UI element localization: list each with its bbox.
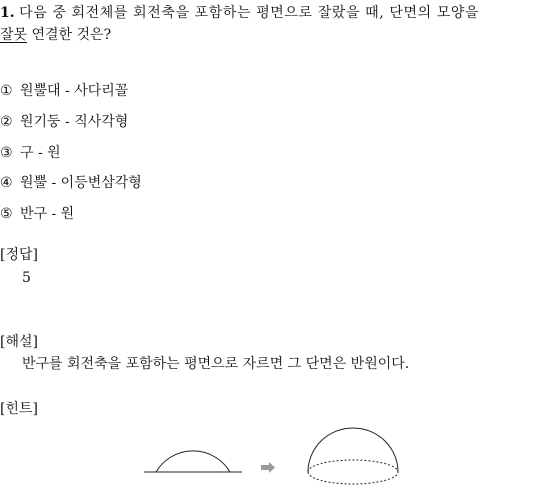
choice-5[interactable] (0, 203, 74, 223)
question-line-2 (0, 24, 111, 44)
question-number: 1. (0, 5, 15, 21)
answer-label: [정답] (0, 247, 38, 263)
choice-text: 반구 - 원 (20, 206, 75, 222)
explanation-text: 반구를 회전축을 포함하는 평면으로 자르면 그 단면은 반원이다. (22, 356, 410, 372)
choice-2[interactable] (0, 111, 128, 131)
choice-4[interactable] (0, 172, 142, 192)
question-text-line-2: 연결한 것은? (27, 27, 112, 43)
choice-text: 원기둥 - 직사각형 (20, 114, 129, 130)
question-underlined-word: 잘못 (0, 27, 28, 43)
choice-mark: ④ (0, 175, 13, 191)
question-line-1 (0, 2, 479, 22)
arrow-right-icon (261, 462, 275, 473)
choice-text: 구 - 원 (20, 145, 61, 161)
choice-mark: ① (0, 83, 13, 99)
choice-mark: ⑤ (0, 206, 13, 222)
explanation-label: [해설] (0, 334, 38, 350)
choice-3[interactable] (0, 142, 61, 162)
choice-1[interactable] (0, 80, 128, 100)
question-text-line-1: 다음 중 회전체를 회전축을 포함하는 평면으로 잘랐을 때, 단면의 모양을 (19, 5, 480, 21)
semicircle-shape (144, 451, 242, 472)
hint-label: [힌트] (0, 401, 38, 417)
hemisphere-shape (308, 428, 398, 484)
answer-value: 5 (22, 270, 31, 286)
choice-text: 원뿔 - 이등변삼각형 (20, 175, 142, 191)
choice-mark: ② (0, 114, 13, 130)
hint-figure (130, 420, 420, 490)
choice-mark: ③ (0, 145, 13, 161)
choice-text: 원뿔대 - 사다리꼴 (20, 83, 129, 99)
